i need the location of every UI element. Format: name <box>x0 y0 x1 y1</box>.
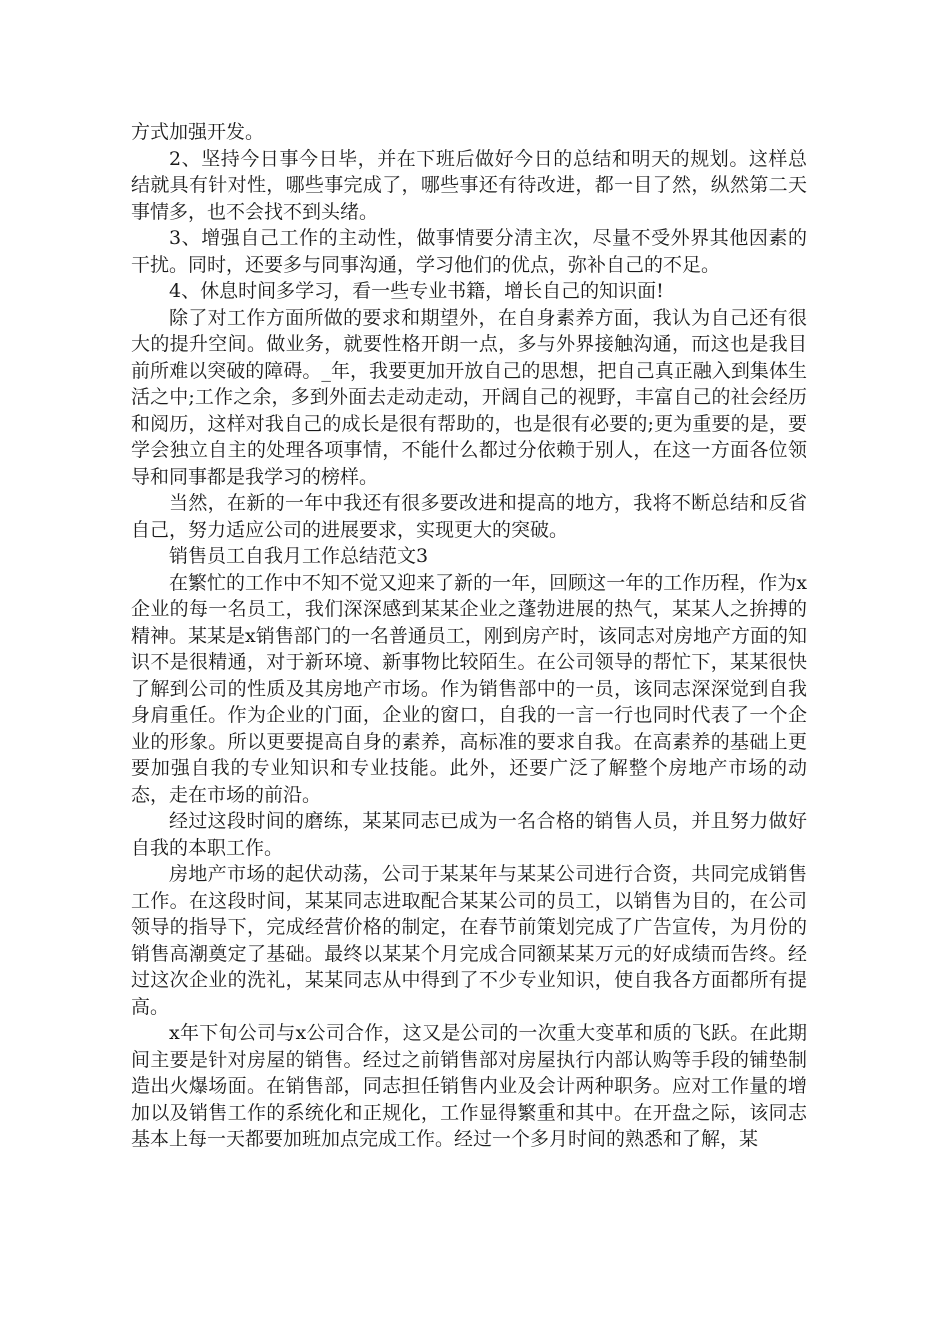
paragraph-joint-venture: 房地产市场的起伏动荡，公司于某某年与某某公司进行合资，共同完成销售工作。在这段时间，某某同志进取配合某某公司的员工，以销售为目的，在公司领导的指导下，完成经营价格的制定，在春节前策划完成了广告宣传，为月份的销售高潮奠定了基础。最终以某某个月完成合同额某某万元的好成绩而告终。经过这次企业的洗礼，某某同志从中得到了不少专业知识，使自我各方面都所有提高。 <box>131 863 807 1018</box>
document-body <box>131 119 807 1153</box>
paragraph-growth: 经过这段时间的磨练，某某同志已成为一名合格的销售人员，并且努力做好自我的本职工作。 <box>131 810 807 859</box>
paragraph-item-4: 4、休息时间多学习，看一些专业书籍，增长自己的知识面! <box>169 280 664 302</box>
paragraph-cooperation: x年下旬公司与x公司合作，这又是公司的一次重大变革和质的飞跃。在此期间主要是针对房屋的销售。经过之前销售部对房屋执行内部认购等手段的铺垫制造出火爆场面。在销售部，同志担任销售内业及会计两种职务。应对工作量的增加以及销售工作的系统化和正规化，工作显得繁重和其中。在开盘之际，该同志基本上每一天都要加班加点完成工作。经过一个多月时间的熟悉和了解，某 <box>131 1022 807 1150</box>
paragraph-continuation: 方式加强开发。 <box>131 121 265 143</box>
section-heading: 销售员工自我月工作总结范文3 <box>169 545 429 567</box>
paragraph-self-improvement: 除了对工作方面所做的要求和期望外，在自身素养方面，我认为自己还有很大的提升空间。做业务，就要性格开朗一点，多与外界接触沟通，而这也是我目前所难以突破的障碍。_年，我要更加开放自己的思想，把自己真正融入到集体生活之中;工作之余，多到外面去走动走动，开阔自己的视野，丰富自己的社会经历和阅历，这样对我自己的成长是很有帮助的，也是很有必要的;更为重要的是，要学会独立自主的处理各项事情，不能什么都过分依赖于别人，在这一方面各位领导和同事都是我学习的榜样。 <box>131 306 807 488</box>
paragraph-intro: 在繁忙的工作中不知不觉又迎来了新的一年，回顾这一年的工作历程，作为x企业的每一名员工，我们深深感到某某企业之蓬勃进展的热气，某某人之拚搏的精神。某某是x销售部门的一名普通员工，刚到房产时，该同志对房地产方面的知识不是很精通，对于新环境、新事物比较陌生。在公司领导的帮忙下，某某很快了解到公司的性质及其房地产市场。作为销售部中的一员，该同志深深觉到自我身肩重任。作为企业的门面，企业的窗口，自我的一言一行也同时代表了一个企业的形象。所以更要提高自身的素养，高标准的要求自我。在高素养的基础上更要加强自我的专业知识和专业技能。此外，还要广泛了解整个房地产市场的动态，走在市场的前沿。 <box>131 571 807 806</box>
paragraph-item-3: 3、增强自己工作的主动性，做事情要分清主次，尽量不受外界其他因素的干扰。同时，还要多与同事沟通，学习他们的优点，弥补自己的不足。 <box>131 227 807 276</box>
paragraph-item-2: 2、坚持今日事今日毕，并在下班后做好今日的总结和明天的规划。这样总结就具有针对性，哪些事完成了，哪些事还有待改进，都一目了然，纵然第二天事情多，也不会找不到头绪。 <box>131 147 807 223</box>
paragraph-conclusion: 当然，在新的一年中我还有很多要改进和提高的地方，我将不断总结和反省自己，努力适应公司的进展要求，实现更大的突破。 <box>131 492 807 541</box>
